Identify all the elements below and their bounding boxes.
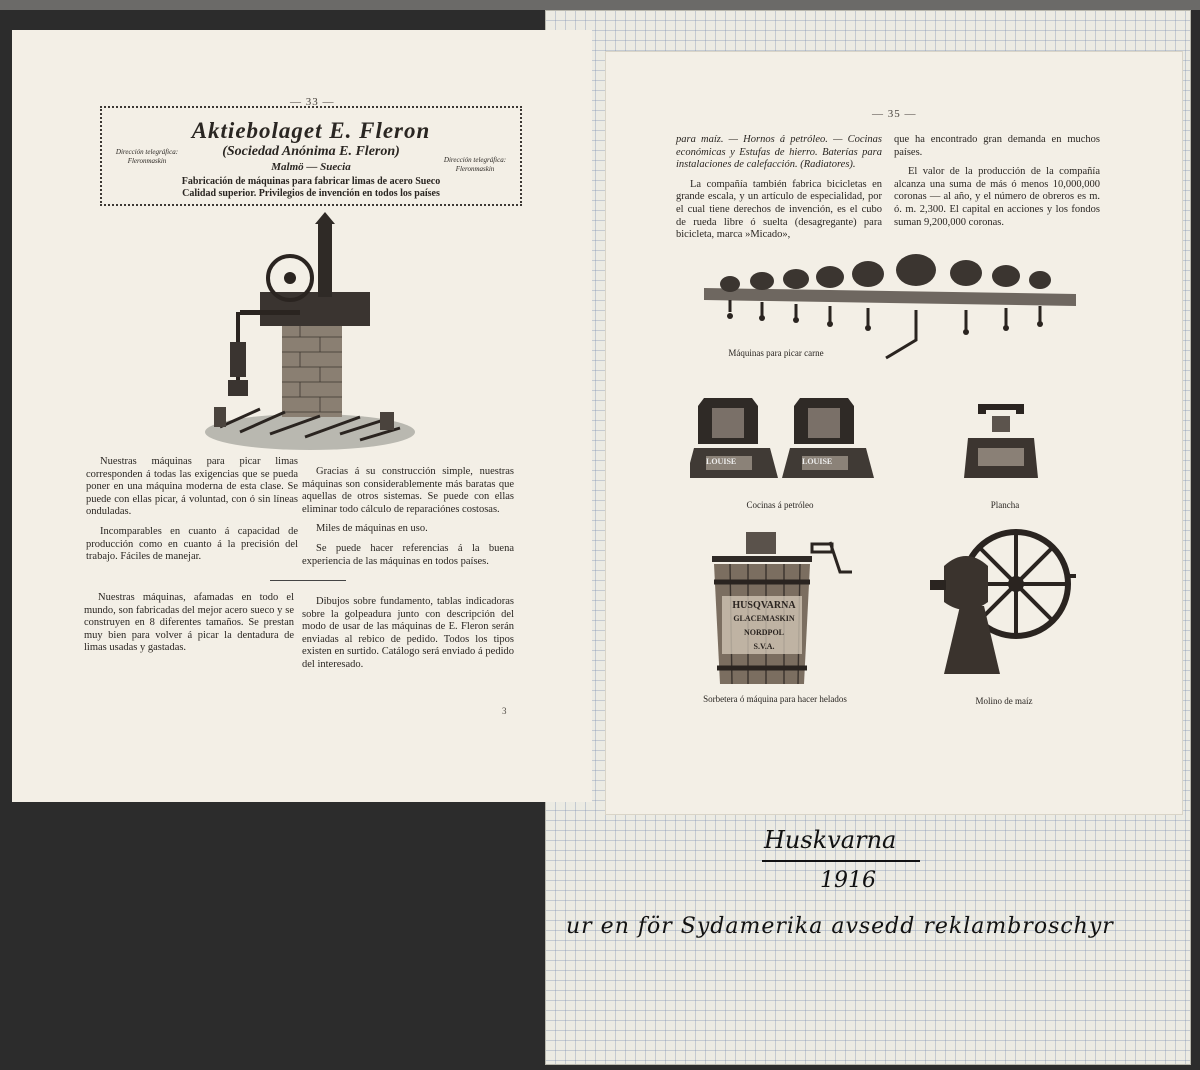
corn-mill-illustration xyxy=(926,526,1076,682)
telegraph-right: Dirección telegráfica: Fleronmaskin xyxy=(443,156,507,173)
company-name: Aktiebolaget E. Fleron xyxy=(191,118,431,143)
left-text-column-3: Nuestras máquinas, afamadas en todo el mundo, son fabricadas del mejor acero sueco y se construyen en 8 diferentes tamaños. Se prestan muy bien para volver á picar la dentadura de limas usadas y gastadas. xyxy=(84,592,294,654)
petroleum-stoves-illustration xyxy=(690,386,874,488)
handwritten-place: Huskvarna xyxy=(764,826,897,854)
caption-stoves: Cocinas á petróleo xyxy=(746,500,814,510)
handwritten-year: 1916 xyxy=(820,868,876,893)
bucket-label-1: HUSQVARNA xyxy=(732,600,796,611)
left-text-column-4: Dibujos sobre fundamento, tablas indicadoras sobre la golpeadura junto con descripción del modo de usar de las máquinas de E. Fleron serán enviadas al rebico de pedido. Todos los tipos existen en surtido. Catálogo será enviado á pedido del interesado. xyxy=(302,596,514,670)
left-brochure-page xyxy=(12,30,592,802)
caption-corn-mill: Molino de maíz xyxy=(975,696,1033,706)
company-subtitle: (Sociedad Anónima E. Fleron) xyxy=(222,144,400,159)
section-divider xyxy=(270,580,346,581)
top-band xyxy=(0,0,1200,10)
footer-page-number: 3 xyxy=(502,706,508,716)
page-number-right: — 35 — xyxy=(872,108,917,120)
left-text-column-2: Gracias á su construcción simple, nuestras máquinas son considerablemente más baratas que aquellas de otros sistemas. Se puede con ellas eliminar todo cálculo de reparaciónes costosas. Miles de máquinas en uso. Se puede hacer referencias á la buena experiencia de las máquinas en todos países. xyxy=(302,466,514,567)
handwritten-underline xyxy=(762,860,920,862)
caption-meat-grinders: Máquinas para picar carne xyxy=(728,348,824,358)
stove-label-2: LOUISE xyxy=(802,457,833,466)
right-text-column-1: para maíz. — Hornos á petróleo. — Cocinas económicas y Estufas de hierro. Baterías para instalaciones de calefacción. (Radiatores). La compañía también fabrica bicicletas en grande escala, y un artículo de especialidad, por el cual tiene derechos de invención, es el cubo de rueda libre ó suelta (desagregante) para bicicleta, marca »Micado», xyxy=(676,134,882,241)
caption-ice-cream: Sorbetera ó máquina para hacer helados xyxy=(703,694,847,704)
right-brochure-page xyxy=(606,52,1182,814)
telegraph-left: Dirección telegráfica: Fleronmaskin xyxy=(115,148,179,165)
tagline-1: Fabricación de máquinas para fabricar limas de acero Sueco xyxy=(181,176,441,187)
left-text-column-1: Nuestras máquinas para picar limas corresponden á todas las exigencias que se pueda poner en una máquina moderna de esta clase. Se puede con ellas picar, á voluntad, con ó sin líneas onduladas. Incomparables en cuanto á capacidad de producción como en cuanto á la precisión del trabajo. Fáciles de manejar. xyxy=(86,456,298,563)
bucket-label-4: S.V.A. xyxy=(753,642,775,651)
stove-label-1: LOUISE xyxy=(706,457,737,466)
caption-iron: Plancha xyxy=(990,500,1020,510)
company-city: Malmö — Suecia xyxy=(271,161,351,173)
handwritten-description: ur en för Sydamerika avsedd reklambroschyr xyxy=(566,914,1114,939)
tagline-2: Calidad superior. Privilegios de invención en todos los países xyxy=(182,188,440,199)
bucket-label-3: NORDPOL xyxy=(744,628,784,637)
bucket-label-2: GLACEMASKIN xyxy=(733,614,795,623)
company-header-box xyxy=(100,106,522,206)
page-number: — 33 — xyxy=(290,96,335,108)
flat-iron-illustration xyxy=(962,398,1040,484)
right-text-column-2: que ha encontrado gran demanda en muchos países. El valor de la producción de la compañía alcanza una suma de más ó menos 10,000,000 coronas — al año, y el número de obreros es m. ó. m. 2,300. El capital en acciones y los fondos suman 9,200,000 coronas. xyxy=(894,134,1100,228)
file-cutting-machine-illustration xyxy=(200,212,420,452)
